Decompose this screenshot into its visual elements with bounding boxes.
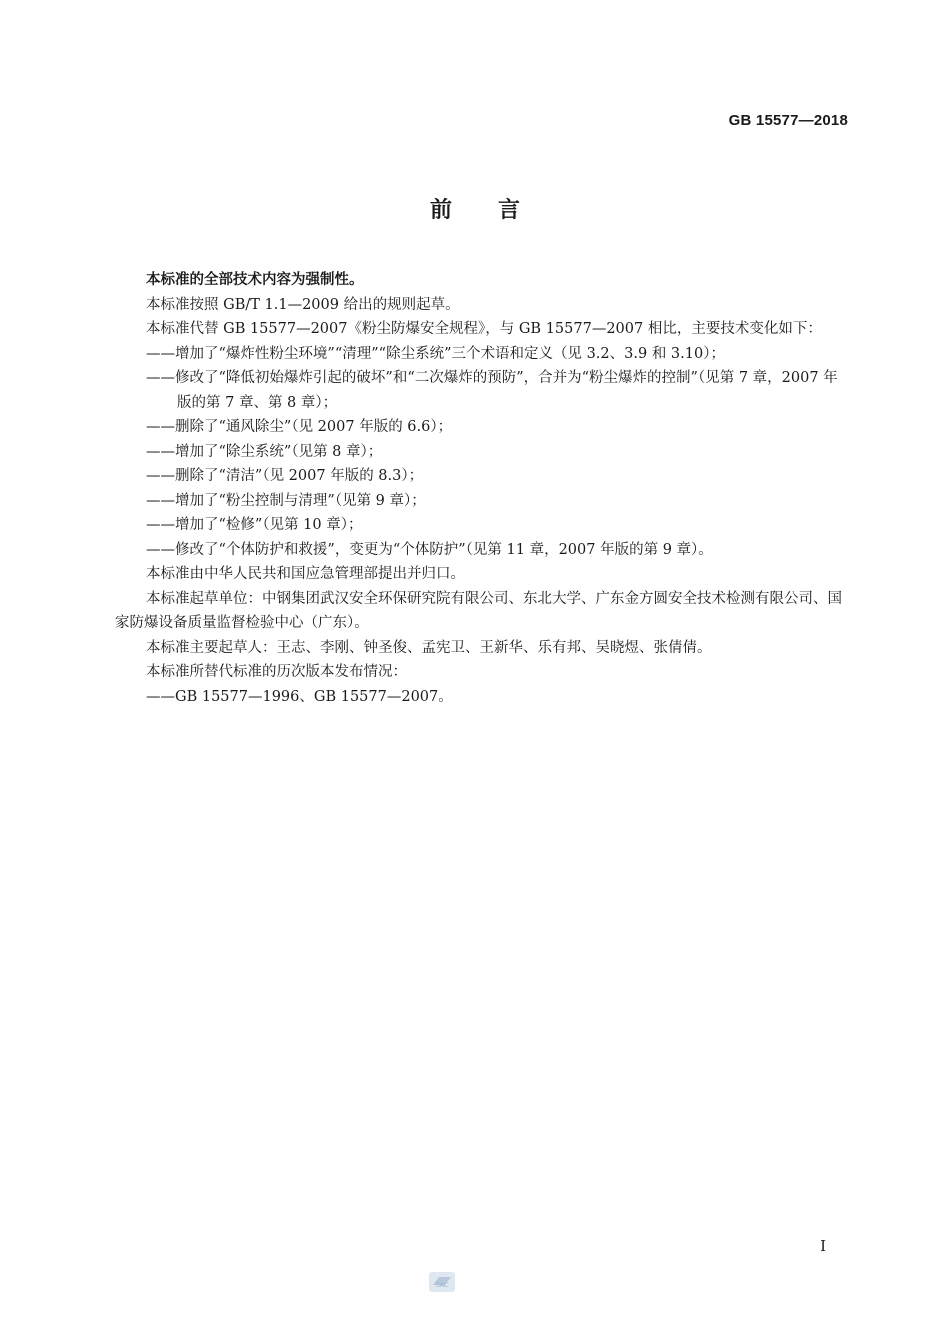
list-item: ——删除了“清洁”（见 2007 年版的 8.3）； xyxy=(146,468,424,484)
drafting-rules-paragraph: 本标准按照 GB/T 1.1—2009 给出的规则起草。 xyxy=(146,296,460,313)
list-item: ——删除了“通风除尘”（见 2007 年版的 6.6）； xyxy=(146,419,453,435)
history-item: ——GB 15577—1996、GB 15577—2007。 xyxy=(146,688,453,705)
drafting-units-paragraph: 本标准起草单位：中钢集团武汉安全环保研究院有限公司、东北大学、广东金方圆安全技术检测有限公司、国家防爆设备质量监督检验中心（广东）。 xyxy=(115,590,842,631)
change-list xyxy=(115,342,850,563)
list-item: ——增加了“爆炸性粉尘环境”“清理”“除尘系统”三个术语和定义（见 3.2、3.9 和 3.10）； xyxy=(146,345,725,362)
standard-code: GB 15577—2018 xyxy=(728,112,848,129)
list-item: ——增加了“除尘系统”（见第 8 章）； xyxy=(146,443,383,460)
list-item: ——修改了“个体防护和救援”，变更为“个体防护”（见第 11 章，2007 年版的第 9 章）。 xyxy=(146,541,713,558)
history-intro-paragraph: 本标准所替代标准的历次版本发布情况： xyxy=(146,664,407,680)
sac-logo-icon xyxy=(429,1272,455,1292)
foreword-body xyxy=(115,268,850,709)
mandatory-statement: 本标准的全部技术内容为强制性。 xyxy=(146,272,364,288)
drafters-paragraph: 本标准主要起草人：王志、李刚、钟圣俊、孟宪卫、王新华、乐有邦、吴晓煜、张倩倩。 xyxy=(146,639,712,656)
page-title: 前言 xyxy=(429,198,566,223)
page-number: I xyxy=(820,1237,826,1255)
list-item: ——增加了“检修”（见第 10 章）； xyxy=(146,517,363,533)
replacement-paragraph: 本标准代替 GB 15577—2007《粉尘防爆安全规程》，与 GB 15577—2007 相比，主要技术变化如下： xyxy=(146,321,822,337)
list-item: ——修改了“降低初始爆炸引起的破坏”和“二次爆炸的预防”，合并为“粉尘爆炸的控制”（见第 7 章，2007 年版的第 7 章、第 8 章）； xyxy=(146,370,838,411)
list-item: ——增加了“粉尘控制与清理”（见第 9 章）； xyxy=(146,492,426,509)
svg-text:SAC: SAC xyxy=(435,1282,449,1289)
proposer-paragraph: 本标准由中华人民共和国应急管理部提出并归口。 xyxy=(146,566,465,582)
